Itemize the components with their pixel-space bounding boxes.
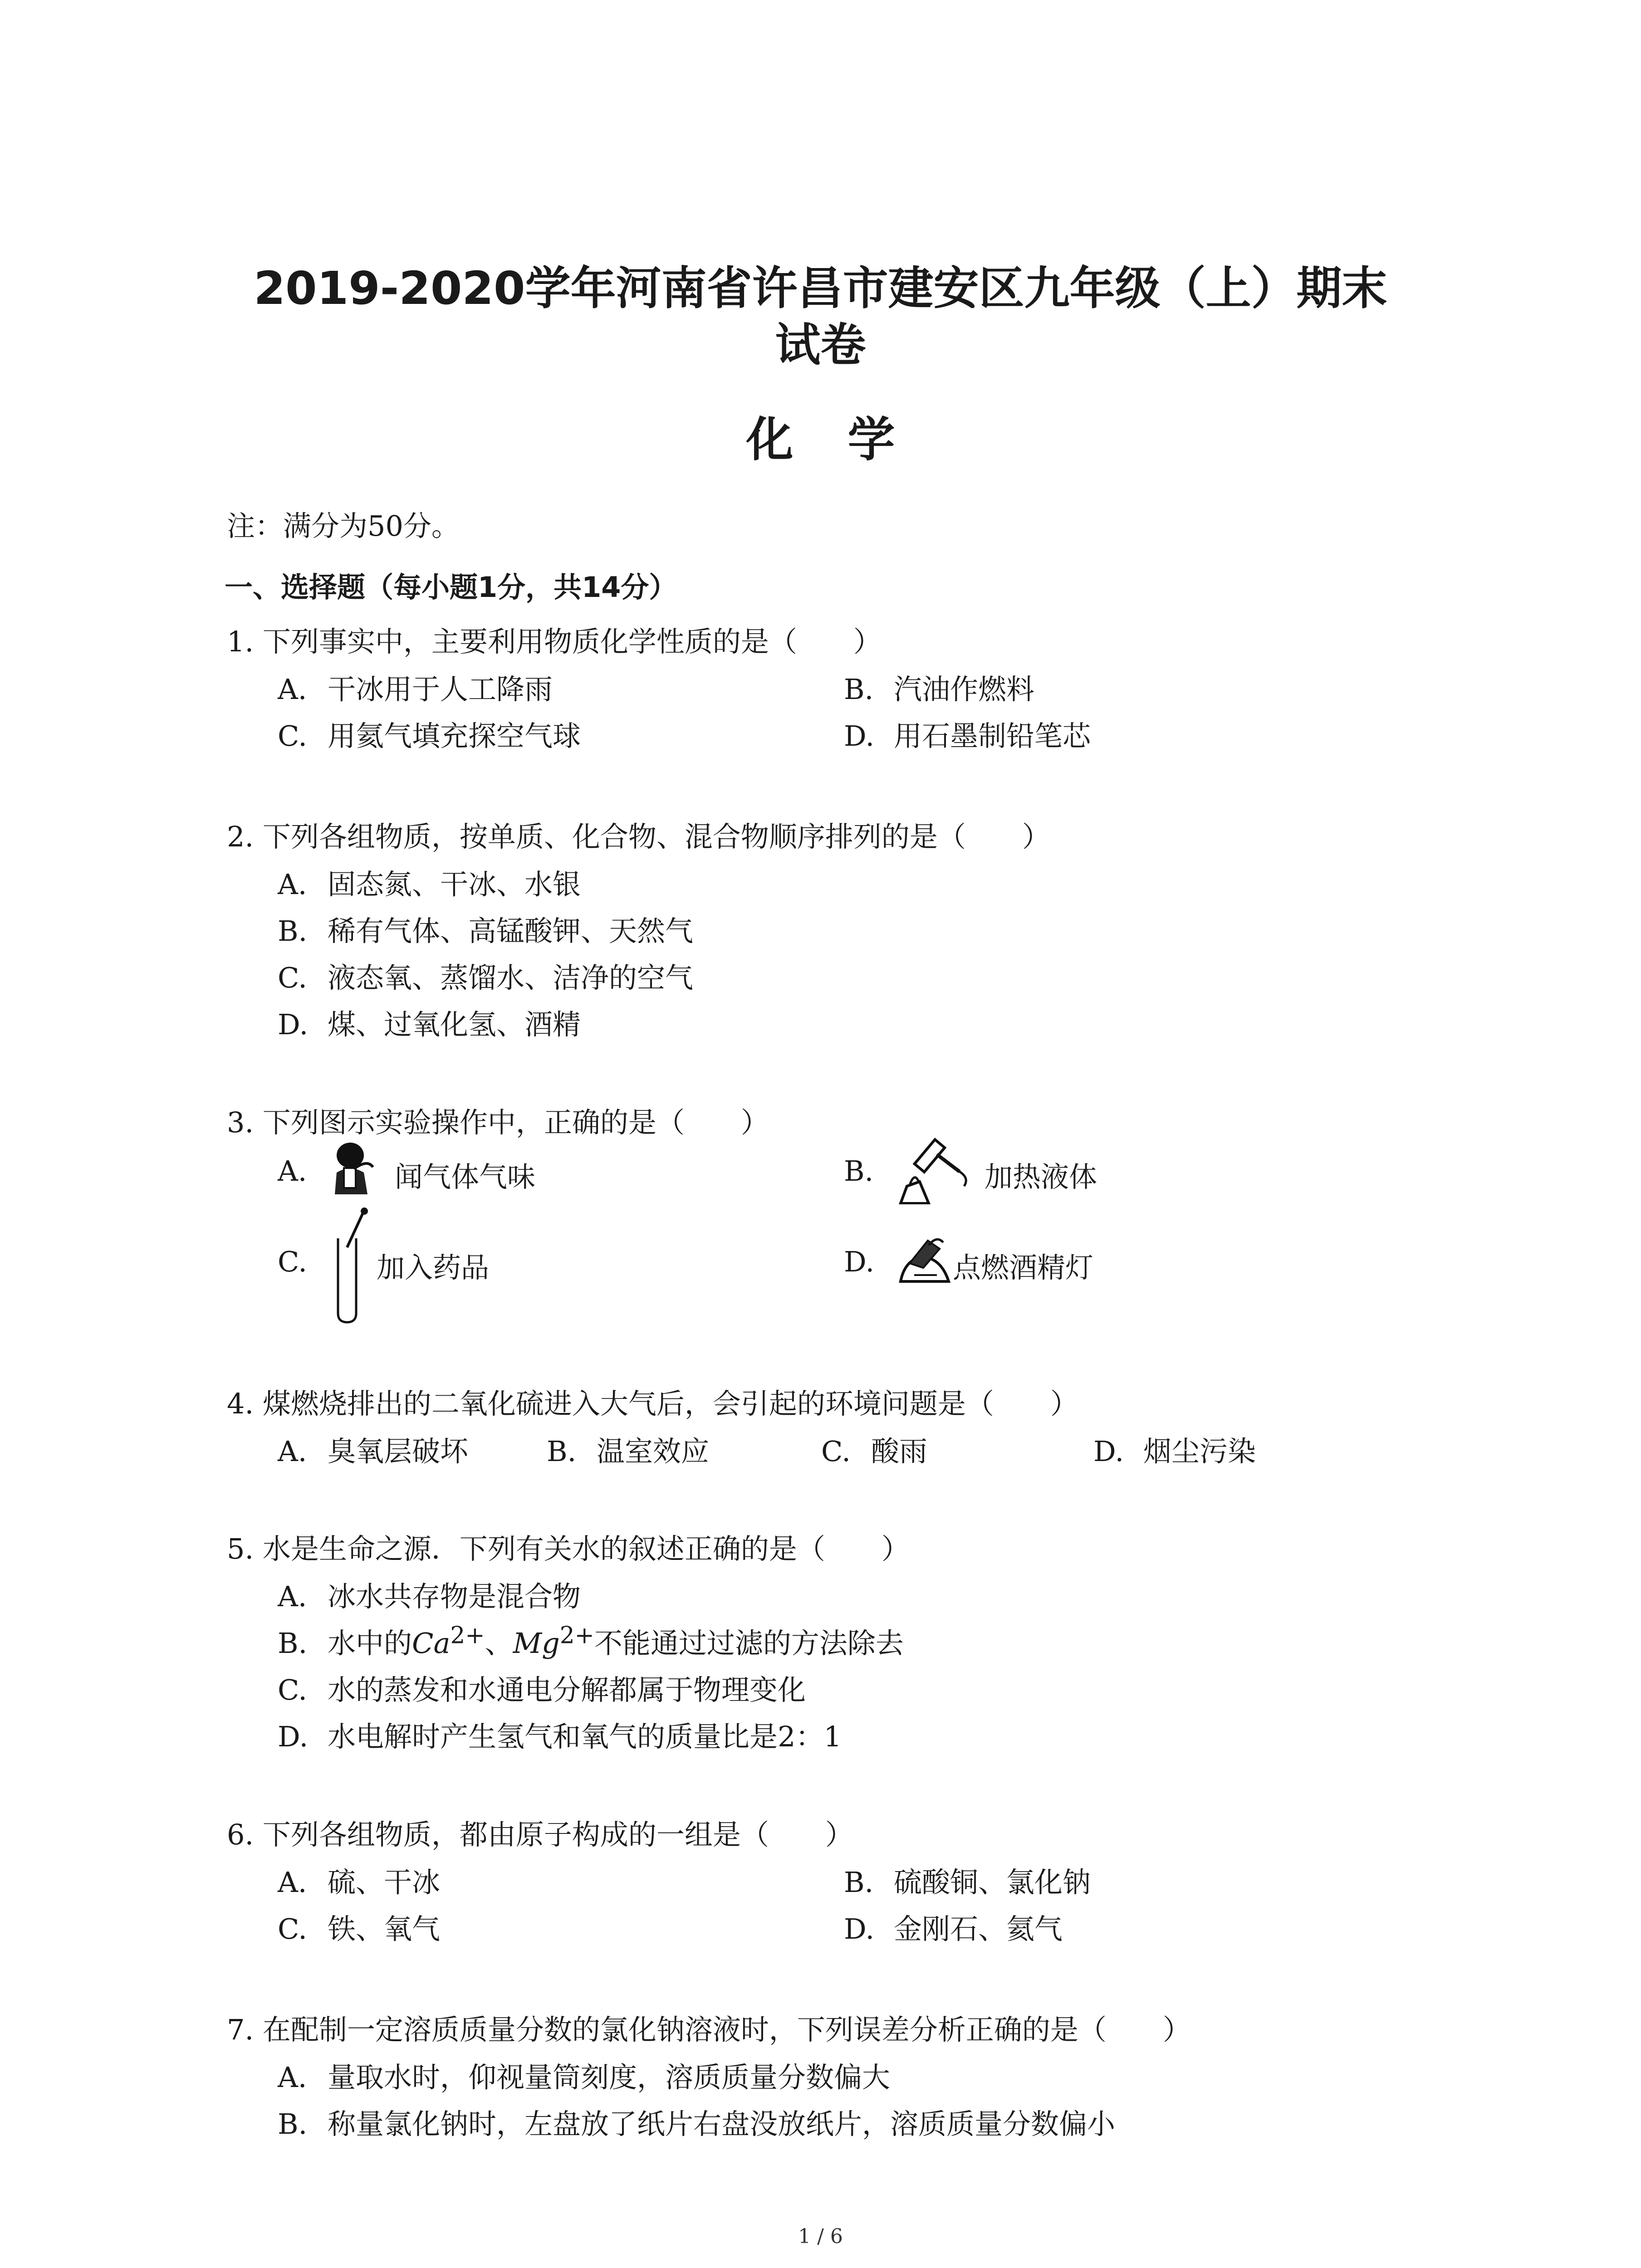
q4-option-a	[278, 1429, 468, 1469]
heat-liquid-illustration	[892, 1136, 973, 1204]
test-tube-illustration	[324, 1207, 374, 1325]
question-4-stem: 4. 煤燃烧排出的二氧化硫进入大气后，会引起的环境问题是（ ）	[227, 1387, 1078, 1420]
q3-option-a-letter: A.	[278, 1154, 307, 1188]
q6-option-b	[844, 1860, 1091, 1900]
q3-option-b-text: 加热液体	[985, 1160, 1097, 1193]
option-text: 酸雨	[871, 1435, 928, 1468]
option-text: 冰水共存物是混合物	[328, 1580, 581, 1613]
option-letter: A.	[278, 2061, 307, 2094]
q5-option-b	[278, 1621, 904, 1661]
q3-option-b-letter: B.	[844, 1154, 874, 1188]
option-text: 称量氯化钠时，左盘放了纸片右盘没放纸片，溶质质量分数偏小	[328, 2107, 1116, 2141]
q2-option-c	[278, 955, 693, 996]
q6-option-a	[278, 1860, 440, 1900]
option-letter: C.	[278, 1912, 307, 1945]
option-text: 烟尘污染	[1143, 1435, 1256, 1468]
question-3-stem: 3. 下列图示实验操作中，正确的是（ ）	[227, 1106, 769, 1139]
q5-option-d	[278, 1714, 842, 1755]
q3-option-c-letter: C.	[278, 1245, 307, 1278]
option-letter: A.	[278, 673, 307, 706]
question-7-stem: 7. 在配制一定溶质质量分数的氯化钠溶液时，下列误差分析正确的是（ ）	[227, 2013, 1191, 2046]
option-letter: B.	[844, 1866, 874, 1899]
option-text: 汽油作燃料	[894, 673, 1035, 706]
calcium-ion-charge: 2+	[450, 1622, 485, 1649]
q3-option-d-text: 点燃酒精灯	[953, 1251, 1094, 1284]
option-letter: D.	[844, 719, 875, 753]
exam-title-line2: 试卷	[775, 318, 866, 371]
q2-option-a	[278, 862, 581, 902]
smell-gas-illustration	[322, 1141, 381, 1195]
question-6-stem: 6. 下列各组物质，都由原子构成的一组是（ ）	[227, 1818, 853, 1851]
option-letter: C.	[278, 1673, 307, 1706]
option-letter: B.	[844, 673, 874, 706]
q4-option-d	[1093, 1429, 1256, 1469]
option-text: 量取水时，仰视量筒刻度，溶质质量分数偏大	[328, 2061, 891, 2094]
question-2-stem: 2. 下列各组物质，按单质、化合物、混合物顺序排列的是（ ）	[227, 820, 1050, 853]
option-text-separator: 、	[485, 1627, 513, 1660]
q3-option-a-text: 闻气体气味	[395, 1160, 536, 1193]
q1-option-c	[278, 714, 581, 754]
magnesium-ion: Mg	[513, 1627, 560, 1660]
q3-option-d-letter: D.	[844, 1245, 875, 1278]
option-letter: D.	[278, 1008, 309, 1041]
question-5-stem: 5. 水是生命之源．下列有关水的叙述正确的是（ ）	[227, 1532, 910, 1565]
option-text: 水电解时产生氢气和氧气的质量比是2：1	[328, 1720, 842, 1753]
option-text-prefix: 水中的	[328, 1627, 412, 1660]
option-text: 水的蒸发和水通电分解都属于物理变化	[328, 1673, 806, 1706]
option-text: 硫酸铜、氯化钠	[894, 1866, 1091, 1899]
section-heading: 一、选择题（每小题1分，共14分）	[225, 571, 677, 604]
option-letter: A.	[278, 1866, 307, 1899]
calcium-ion: Ca	[412, 1627, 451, 1660]
q3-option-c-text: 加入药品	[377, 1251, 490, 1284]
alcohol-lamp-illustration	[896, 1232, 955, 1286]
q2-option-b	[278, 909, 693, 949]
q4-option-c	[821, 1429, 927, 1469]
exam-title-line1: 2019-2020学年河南省许昌市建安区九年级（上）期末	[254, 262, 1387, 315]
option-letter: B.	[278, 914, 308, 948]
option-text: 臭氧层破坏	[328, 1435, 469, 1468]
option-text: 煤、过氧化氢、酒精	[328, 1008, 581, 1041]
option-letter: B.	[278, 2107, 308, 2141]
option-text-suffix: 不能通过过滤的方法除去	[594, 1627, 904, 1660]
option-letter: B.	[278, 1627, 308, 1660]
q1-option-b	[844, 667, 1034, 707]
q6-option-c	[278, 1906, 440, 1947]
option-letter: C.	[821, 1435, 851, 1468]
q1-option-d	[844, 714, 1091, 754]
option-text: 硫、干冰	[328, 1866, 441, 1899]
q4-option-b	[547, 1429, 709, 1469]
option-text: 固态氮、干冰、水银	[328, 868, 581, 901]
q2-option-d	[278, 1002, 581, 1042]
option-text: 用氦气填充探空气球	[328, 719, 581, 753]
option-text: 液态氧、蒸馏水、洁净的空气	[328, 961, 694, 994]
score-note: 注：满分为50分。	[227, 509, 460, 543]
option-letter: A.	[278, 868, 307, 901]
q7-option-b	[278, 2102, 1115, 2142]
option-text: 铁、氧气	[328, 1912, 441, 1945]
option-letter: D.	[844, 1912, 875, 1945]
option-letter: A.	[278, 1580, 307, 1613]
option-text: 干冰用于人工降雨	[328, 673, 553, 706]
option-letter: D.	[1093, 1435, 1124, 1468]
q7-option-a	[278, 2055, 890, 2095]
option-letter: C.	[278, 719, 307, 753]
q6-option-d	[844, 1906, 1063, 1947]
q1-option-a	[278, 667, 553, 707]
option-text: 金刚石、氦气	[894, 1912, 1063, 1945]
question-1-stem: 1. 下列事实中，主要利用物质化学性质的是（ ）	[227, 625, 882, 658]
page-number: 1 / 6	[798, 2225, 843, 2248]
option-letter: B.	[547, 1435, 577, 1468]
q5-option-c	[278, 1667, 806, 1708]
option-text: 用石墨制铅笔芯	[894, 719, 1091, 753]
q5-option-a	[278, 1574, 581, 1614]
option-text: 稀有气体、高锰酸钾、天然气	[328, 914, 694, 948]
magnesium-ion-charge: 2+	[559, 1622, 594, 1649]
option-letter: D.	[278, 1720, 309, 1753]
option-text: 温室效应	[597, 1435, 710, 1468]
subject-title: 化学	[746, 412, 950, 467]
option-letter: C.	[278, 961, 307, 994]
option-letter: A.	[278, 1435, 307, 1468]
